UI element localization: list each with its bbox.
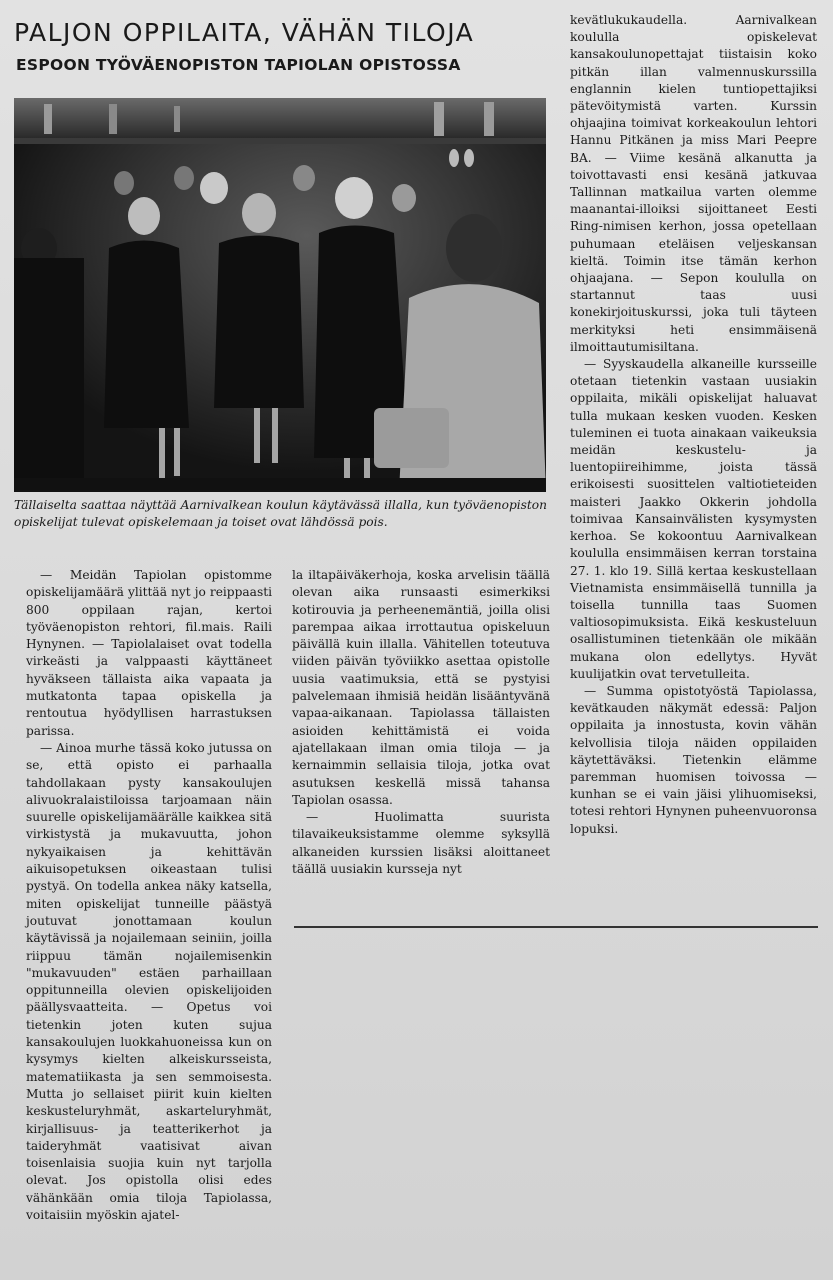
paragraph: — Syyskaudella alkaneille kursseille otetaan tietenkin vastaan uusiakin oppilaita, mikäli opiskelijat haluavat tulla mukaan kesken vuoden. Kesken tuleminen ei tuota ainakaan vaikeuksia meidän keskustelu- ja luentopiireihimme, joista tässä erikoisesti suosittelen valtiotieteiden maisteri Jaakko Okkerin johdolla toimivaa Kansainvälisten kysymysten kerhoa. Se kokoontuu Aarnivalkean koululla ensimmäisen kerran torstaina 27. 1. klo 19. Sillä kertaa keskustellaan Vietnamista ensimmäisellä tunnilla ja toisella tunnilla taas Suomen valtiosopimuksista. Eikä keskusteluun osallistuminen tietenkään ole mikään mukana olon edellytys. Hyvät kuulijatkin ovat tervetulleita. xyxy=(570,357,817,681)
paragraph: — Meidän Tapiolan opistomme opiskelijamäärä ylittää nyt jo reippaasti 800 oppilaan rajan, kertoi työväenopiston rehtori, fil.mais. Raili Hynynen. — Tapiolalaiset ovat todella virkeästi ja valppaasti käyttäneet hyväkseen tällaista aika vapaata ja mutkatonta tapaa opiskella ja rentoutua hyödyllisen harrastuksen parissa. xyxy=(26,568,272,738)
article-headline: PALJON OPPILAITA, VÄHÄN TILOJA xyxy=(14,18,475,47)
article-photo xyxy=(14,98,546,492)
paragraph: la iltapäiväkerhoja, koska arvelisin täällä olevan aika runsaasti esimerkiksi kotirouvia ja perheenemäntiä, joilla olisi parempaa aikaa irrottautua opiskeluun päivällä kuin illalla. Vähitellen toteutuva viiden päivän työviikko asettaa opistolle uusia vaatimuksia, että se pystyisi palvelemaan ihmisiä heidän lisääntyvänä vapaa-aikanaan. Tapiolassa tällaisten asioiden kehittämistä ei voida ajatellakaan ilman omia tiloja — ja kernaimmin sellaisia tiloja, jotka ovat asutuksen keskellä missä tahansa Tapiolan osassa. xyxy=(292,568,550,807)
article-column-1 xyxy=(26,567,272,1224)
paragraph: — Huolimatta suurista tilavaikeuksistamme olemme syksyllä alkaneiden kurssien lisäksi aloittaneet täällä uusiakin kursseja nyt xyxy=(292,810,550,877)
paragraph: — Ainoa murhe tässä koko jutussa on se, että opisto ei parhaalla tahdollakaan pysty kansakoulujen alivuokralaistiloissa tarjoamaan näin suurelle opiskelijamäärälle kaikkea sitä virkistystä ja mukavuutta, johon nykyaikaisen ja kehittävän aikuisopetuksen oikeastaan tulisi pystyä. On todella ankea näky katsella, miten opiskelijat tunneille päästyä joutuvat jonottamaan koulun käytävissä ja nojailemaan seiniin, joilla riippuu tämän nojailemisenkin "mukavuuden" estäen parhaillaan oppitunneilla olevien opiskelijoiden päällysvaatteita. — Opetus voi tietenkin joten kuten sujua kansakoulujen luokkahuoneissa kun on kysymys kielten alkeiskursseista, matematiikasta ja sen semmoisesta. Mutta jo sellaiset piirit kuin kielten keskusteluryhmät, askarteluryhmät, kirjallisuus- ja teatterikerhot ja taideryhmät vaatisivat aivan toisenlaisia suojia kuin nyt tarjolla olevat. Jos opistolla olisi edes vähänkään omia tiloja Tapiolassa, voitaisiin myöskin ajatel- xyxy=(26,740,272,1222)
paragraph: — Summa opistotyöstä Tapiolassa, kevätkauden näkymät edessä: Paljon oppilaita ja innostusta, kovin vähän kelvollisia tiloja näiden oppilaiden käytettäväksi. Tietenkin elämme paremman huomisen toivossa — kunhan se ei vain jäisi ylihuomiseksi, totesi rehtori Hynynen puheenvuoronsa lopuksi. xyxy=(570,683,817,836)
photo-caption: Tällaiselta saattaa näyttää Aarnivalkean koulun käytävässä illalla, kun työväenopiston opiskelijat tulevat opiskelemaan ja toiset ovat lähdössä pois. xyxy=(14,498,547,529)
article-column-2 xyxy=(292,567,550,878)
article-subheadline: ESPOON TYÖVÄENOPISTON TAPIOLAN OPISTOSSA xyxy=(16,56,461,74)
paragraph: kevätlukukaudella. Aarnivalkean koululla opiskelevat kansakoulunopettajat tiistaisin koko pitkän illan valmennuskurssilla englannin kielen tuntiopettajiksi pätevöitymistä varten. Kurssin ohjaajina toimivat korkeakoulun lehtori Hannu Pitkänen ja miss Mari Peepre BA. — Viime kesänä alkanutta ja toivottavasti ensi kesänä jatkuvaa Tallinnan matkailua varten olemme maanantai-illoiksi sijoittaneet Eesti Ring-nimisen kerhon, jossa opetellaan puhumaan eteläisen veljeskansan kieltä. Toimin itse tämän kerhon ohjaajana. — Sepon koululla on startannut taas uusi konekirjoituskurssi, joka tuli täyteen merkityksi heti ensimmäisenä ilmoittautumisiltana. xyxy=(570,13,817,354)
end-rule xyxy=(294,926,818,928)
article-column-3 xyxy=(570,12,817,838)
